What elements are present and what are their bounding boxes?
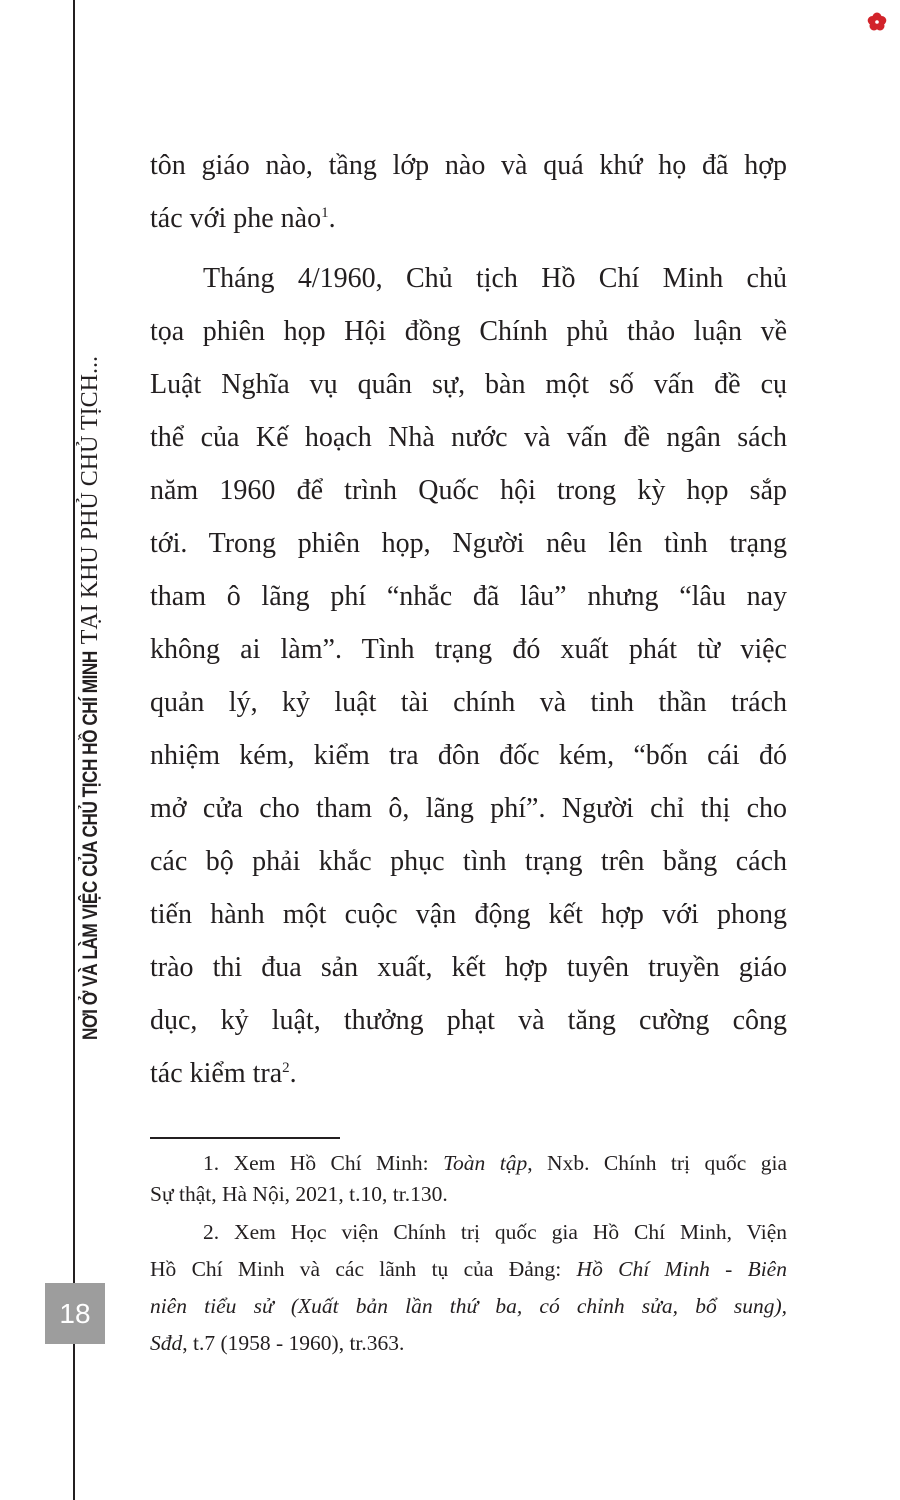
- text-segment: Tháng 4/1960, Chủ tịch Hồ Chí Minh chủ: [203, 263, 787, 294]
- text-line: [150, 1251, 787, 1288]
- footnote-ref: 1: [321, 205, 329, 221]
- text-segment: tiến hành một cuộc vận động kết hợp với phong: [150, 899, 787, 930]
- text-line: [150, 192, 787, 245]
- running-head-bold: NƠI Ở VÀ LÀM VIỆC CỦA CHỦ TỊCH HỒ CHÍ MINH: [79, 651, 102, 1040]
- text-line: [150, 729, 787, 782]
- text-line: [150, 305, 787, 358]
- text-segment: , Nxb. Chính trị quốc gia: [527, 1151, 787, 1175]
- italic-text: Sđd: [150, 1331, 183, 1355]
- text-segment: , t.7 (1958 - 1960), tr.363.: [182, 1331, 405, 1355]
- text-segment: 2. Xem Học viện Chính trị quốc gia Hồ Chí Minh, Viện: [203, 1220, 787, 1244]
- paragraph: [150, 252, 787, 1100]
- text-segment: .: [328, 203, 336, 234]
- text-line: [150, 623, 787, 676]
- flower-icon: [866, 11, 888, 33]
- text-line: [150, 411, 787, 464]
- running-head-light: TẠI KHU PHỦ CHỦ TỊCH...: [77, 356, 103, 650]
- text-segment: Luật Nghĩa vụ quân sự, bàn một số vấn đề cụ: [150, 369, 787, 400]
- text-segment: tác kiểm tra: [150, 1058, 283, 1089]
- text-segment: tới. Trong phiên họp, Người nêu lên tình trạng: [150, 528, 787, 559]
- footnote: [150, 1145, 787, 1213]
- text-segment: tọa phiên họp Hội đồng Chính phủ thảo luận về: [150, 316, 787, 347]
- text-line: [150, 1325, 787, 1362]
- footnotes: [150, 1145, 787, 1362]
- text-line: [150, 464, 787, 517]
- footnote-rule: [150, 1137, 340, 1139]
- text-line: [150, 139, 787, 192]
- footnote-ref: 2: [282, 1060, 290, 1076]
- paragraph: [150, 139, 787, 245]
- text-line: [150, 994, 787, 1047]
- text-segment: tôn giáo nào, tầng lớp nào và quá khứ họ đã hợp: [150, 150, 787, 181]
- text-segment: dục, kỷ luật, thưởng phạt và tăng cường công: [150, 1005, 787, 1036]
- italic-text: niên tiểu sử (Xuất bản lần thứ ba, có chỉnh sửa, bổ sung),: [150, 1294, 787, 1318]
- text-line: [150, 782, 787, 835]
- text-line: [150, 1288, 787, 1325]
- text-segment: Sự thật, Hà Nội, 2021, t.10, tr.130.: [150, 1182, 448, 1206]
- text-line: [150, 835, 787, 888]
- text-segment: trào thi đua sản xuất, kết hợp tuyên truyền giáo: [150, 952, 787, 983]
- text-line: [150, 888, 787, 941]
- footnote: [150, 1214, 787, 1362]
- running-head: [76, 356, 105, 1040]
- text-segment: tác với phe nào: [150, 203, 322, 234]
- text-segment: 1. Xem Hồ Chí Minh:: [203, 1151, 444, 1175]
- text-segment: Hồ Chí Minh và các lãnh tụ của Đảng:: [150, 1257, 577, 1281]
- text-segment: năm 1960 để trình Quốc hội trong kỳ họp sắp: [150, 475, 787, 506]
- text-segment: quản lý, kỷ luật tài chính và tinh thần trách: [150, 687, 787, 718]
- text-segment: tham ô lãng phí “nhắc đã lâu” nhưng “lâu nay: [150, 581, 787, 612]
- text-line: [150, 676, 787, 729]
- body-text: [150, 139, 787, 1100]
- text-line: [150, 941, 787, 994]
- text-segment: thể của Kế hoạch Nhà nước và vấn đề ngân sách: [150, 422, 787, 453]
- margin-rule: [73, 0, 75, 1500]
- text-segment: nhiệm kém, kiểm tra đôn đốc kém, “bốn cái đó: [150, 740, 787, 771]
- text-line: [150, 252, 787, 305]
- page-number: 18: [45, 1283, 105, 1344]
- text-segment: .: [289, 1058, 297, 1089]
- text-line: [150, 1214, 787, 1251]
- italic-text: Toàn tập: [443, 1151, 528, 1175]
- italic-text: Hồ Chí Minh - Biên: [576, 1257, 787, 1281]
- text-line: [150, 1047, 787, 1100]
- text-line: [150, 570, 787, 623]
- text-segment: mở cửa cho tham ô, lãng phí”. Người chỉ thị cho: [150, 793, 787, 824]
- text-segment: các bộ phải khắc phục tình trạng trên bằng cách: [150, 846, 787, 877]
- text-segment: không ai làm”. Tình trạng đó xuất phát từ việc: [150, 634, 787, 665]
- text-line: [150, 358, 787, 411]
- text-line: [150, 517, 787, 570]
